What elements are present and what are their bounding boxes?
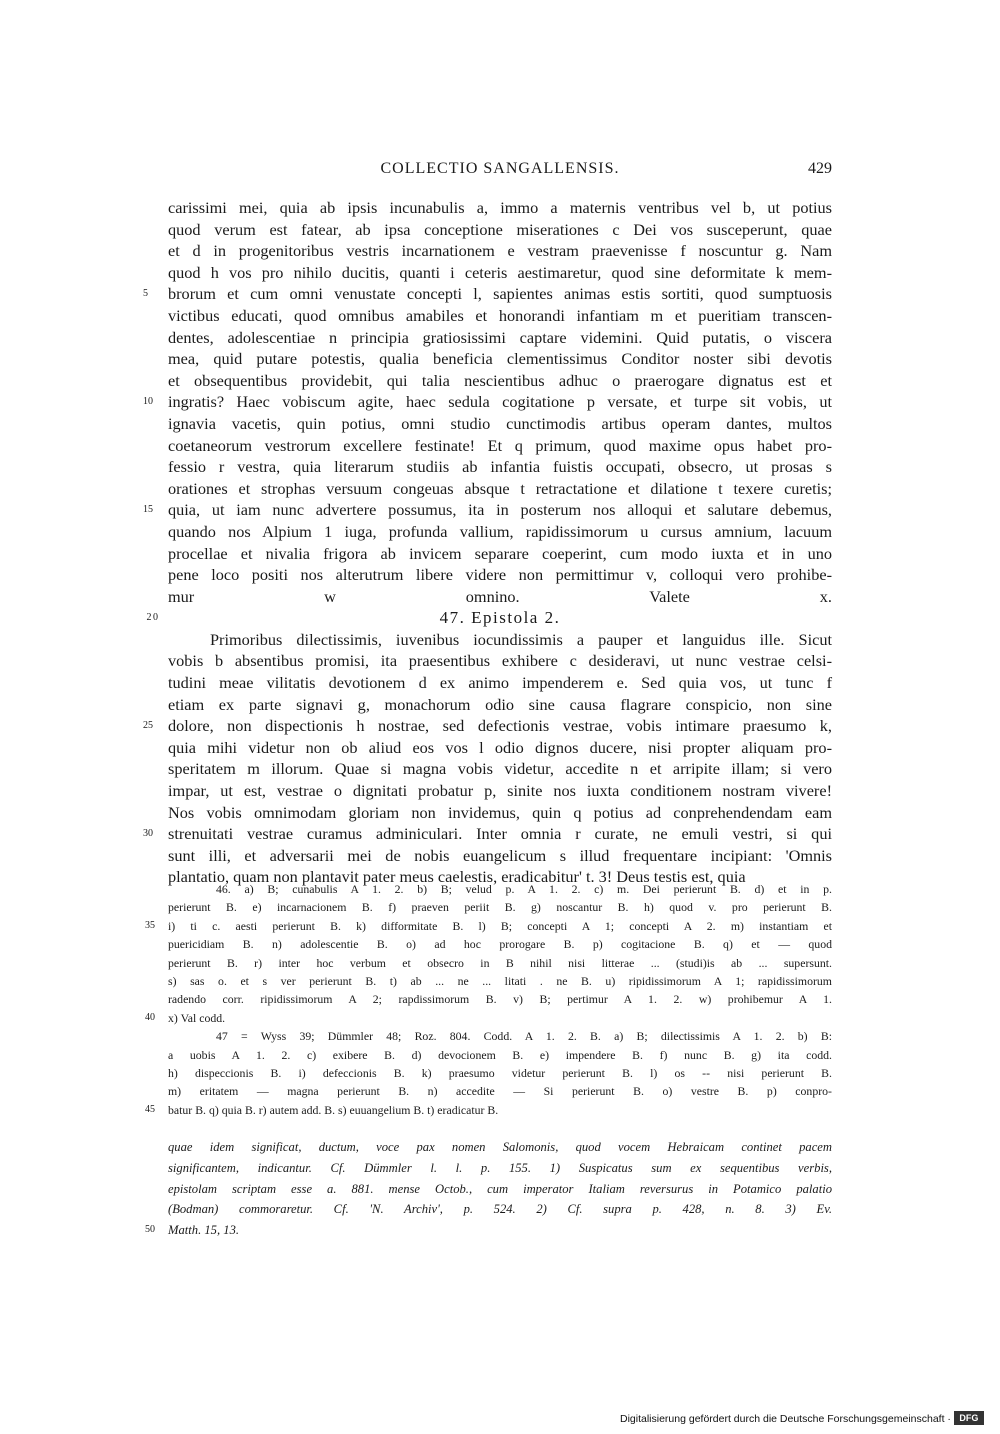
body-line [168,219,832,241]
commentary-line [168,1199,832,1220]
body-line [168,456,832,478]
commentary-line [145,1220,832,1241]
body-line-text: fessio r vestra, quia literarum studiis ab infantia fuistis occupati, obsecro, ut prosas s [168,457,832,477]
note-line [145,1009,832,1027]
running-header [168,160,832,184]
note-line [168,954,832,972]
body-line [168,413,832,435]
body-line [168,262,832,284]
body-line-text: vobis b absentibus promisi, ita praesentibus exhibere c desideravi, ut nunc vestrae celsi- [168,651,832,671]
body-line-text: victibus educati, quod omnibus amabiles et honorandi infantiam m et pueritiam transcen- [168,305,832,325]
critical-apparatus [145,880,832,1119]
note-line-text: i) ti c. aesti perierunt B. k) difformitate B. l) B; concepti A 1; concepti A 2. m) instantiam et [168,918,832,933]
commentary-line-text: quae idem significat, ductum, voce pax nomen Salomonis, quod vocem Hebraicam continet pacem [168,1140,832,1154]
body-line-text: brorum et cum omni venustate concepti l, sapientes animas estis sortiti, quod sumptuosis [168,284,832,304]
body-line [168,564,832,586]
line-number: 50 [145,1224,155,1236]
body-line-text: dentes, adolescentiae n principia gratiosissimi captare videmini. Quid putatis, o viscera [168,327,832,347]
body-line-text: quia mihi videtur non ob aliud eos vos l odio dignos ducere, nisi propter aliquam pro- [168,737,832,757]
body-line-text: procellae et nivalia frigora ab invicem separare coeperint, cum modo iuxta et in uno [168,543,832,563]
note-line [145,1101,832,1119]
note-line [168,935,832,953]
note-line [145,917,832,935]
body-line-text: mur w omnino. Valete x. [168,586,832,606]
dfg-logo: DFG [954,1411,984,1425]
body-line [168,197,832,219]
note-line-text: perierunt B. e) incarnacionem B. f) praeven periit B. g) noscantur B. h) quod v. pro perierunt B. [168,900,832,915]
body-line [168,672,832,694]
body-line [143,499,832,521]
body-line-text: quia, ut iam nunc advertere possumus, ita in posterum nos alloqui et salutare debemus, [168,500,832,520]
note-line [168,990,832,1008]
note-line-text: perierunt B. r) inter hoc verbum et obsecro in B nihil nisi litterae ... (studi)is ab ... supersunt. [168,955,832,970]
body-line-text: strenuitati vestrae curamus adminiculari. Inter omnia r curate, ne emuli vestri, si qui [168,824,832,844]
body-line [168,370,832,392]
note-line [168,898,832,916]
body-line-text: et obsequentibus providebit, qui talia nescientibus adhuc o praerogare dignatus est et [168,370,832,390]
note-line-text: h) dispeccionis B. i) defeccionis B. k) praesumo videtur perierunt B. l) os -- nisi perierunt B. [168,1065,832,1080]
body-line-text: ingratis? Haec vobiscum agite, haec sedula cogitatione p versate, et turpe sit vobis, ut [168,392,832,412]
body-line-text: Primoribus dilectissimis, iuvenibus iocundissimis a pauper et languidus ille. Sicut [210,629,832,649]
note-line [168,880,832,898]
note-line [168,972,832,990]
body-line [168,737,832,759]
body-line [143,715,832,737]
note-line-text: x) Val codd. [168,1010,226,1025]
note-line-text: a uobis A 1. 2. c) exibere B. d) devocionem B. e) impendere B. f) nunc B. g) ita codd. [168,1047,832,1062]
note-line [168,1064,832,1082]
main-text [143,197,832,888]
note-line-text: puericidiam B. n) adolescentie B. o) ad hoc prorogare B. p) cogitacione B. q) et — quod [168,937,832,952]
commentary-footnotes [145,1137,832,1241]
body-line [168,240,832,262]
line-number: 10 [143,396,153,408]
note-line-text: s) sas o. et s ver perierunt B. t) ab ... ne ... litati . ne B. u) ripidissimorum A 1; rapidissimorum [168,973,832,988]
body-line-text: coetaneorum vestrorum excellere festinate! Et q primum, quod maxime opus habet pro- [168,435,832,455]
note-line-text: m) eritatem — magna perierunt B. n) accedite — Si perierunt B. o) vestre B. p) conpro- [168,1084,832,1099]
page-number: 429 [808,160,832,177]
body-line-text: mea, quid putare potestis, qualia beneficia clementissimus Conditor noster sibi devotis [168,349,832,369]
note-line-text: 47 = Wyss 39; Dümmler 48; Roz. 804. Codd. A 1. 2. B. a) B; dilectissimis A 1. 2. b) B: [216,1029,832,1044]
note-line-text: 46. a) B; cunabulis A 1. 2. b) B; velud p. A 1. 2. c) m. Dei perierunt B. d) et in p. [216,882,832,896]
body-line [168,629,832,651]
body-line-text: quod verum est fatear, ab ipsa conceptione miserationes c Dei vos susceperunt, quae [168,219,832,239]
commentary-line-text: Matth. 15, 13. [168,1223,240,1238]
body-line [168,435,832,457]
body-line-text: Nos vobis omnimodam gloriam non invidemus, quin q potius ad conprehendendam eam [168,802,832,822]
note-line-text: radendo corr. ripidissimorum A 2; rapdissimorum B. v) B; pertimur A 1. 2. w) prohibemur A 1. [168,992,832,1007]
body-line [168,802,832,824]
body-line-text: tudini meae vilitatis devotionem d ex animo impenderem e. Sed quia vos, ut tunc f [168,673,832,693]
body-line [168,586,832,608]
line-number: 20 [146,612,160,624]
body-line [168,327,832,349]
note-line-text: batur B. q) quia B. r) autem add. B. s) euuangelium B. t) eradicatur B. [168,1102,499,1117]
body-line-text: etiam ex parte signavi g, monachorum odio sine causa flagrare conspicio, non sine [168,694,832,714]
body-line-text: carissimi mei, quia ab ipsis incunabulis a, immo a maternis ventribus vel b, ut potius [168,198,832,217]
body-line-text: dolore, non dispectionis h nostrae, sed defectionis vestrae, vobis intimare praesumo k, [168,716,832,736]
body-line [168,521,832,543]
body-line-text: sunt illi, et adversarii mei de nobis euangelicum s illud frequentare incipiant: 'Omnis [168,845,832,865]
line-number: 35 [145,919,155,931]
body-line [168,478,832,500]
section-heading [146,607,832,629]
body-line-text: 47. Epistola 2. [439,608,561,628]
body-line [143,283,832,305]
body-line-text: quando nos Alpium 1 iuga, profunda vallium, rapidissimorum u cursus amnium, lacuum [168,521,832,541]
body-line-text: impar, ut est, vestrae o dignitati probatur p, sinite nos iuxta conditionem nostram vivere! [168,781,832,801]
funding-note: Digitalisierung gefördert durch die Deutsche Forschungsgemeinschaft · [620,1413,951,1425]
body-line-text: ignavia vacetis, quin potius, omni studio cunctimodis artibus operam dantes, multos [168,413,832,433]
body-line [168,694,832,716]
body-line [168,758,832,780]
commentary-line-text: epistolam scriptam esse a. 881. mense Octob., cum imperator Italiam reversurus in Potamico palatio [168,1181,832,1196]
line-number: 40 [145,1011,155,1023]
commentary-line-text: (Bodman) commoraretur. Cf. 'N. Archiv', p. 524. 2) Cf. supra p. 428, n. 8. 3) Ev. [168,1202,832,1217]
body-line [168,348,832,370]
line-number: 25 [143,720,153,732]
body-line [168,305,832,327]
body-line [168,845,832,867]
body-line [168,780,832,802]
commentary-line-text: significantem, indicantur. Cf. Dümmler l. l. p. 155. 1) Suspicatus sum ex sequentibus verbis, [168,1160,832,1175]
body-line-text: quod h vos pro nihilo ducitis, quanti i ceteris aestimaretur, quod sine deformitate k mem- [168,262,832,282]
commentary-line [168,1179,832,1200]
body-line [168,543,832,565]
line-number: 30 [143,828,153,840]
body-line-text: speritatem m illorum. Quae si magna vobis videtur, accedite n et arripite illam; si vero [168,759,832,779]
body-line-text: et d in progenitoribus vestris incarnationem e vestram praevenisse f noscuntur g. Nam [168,241,832,261]
commentary-line [168,1158,832,1179]
line-number: 5 [143,288,148,300]
body-line [143,391,832,413]
note-line [168,1046,832,1064]
body-line-text: orationes et strophas versuum congeuas absque t retractatione et dilatione t texere curetis; [168,478,832,498]
body-line-text: pene loco positi nos alterutrum libere videre non permittimur v, colloqui vero prohibe- [168,565,832,585]
body-line-text: plantatio, quam non plantavit pater meus caelestis, eradicabitur' t. 3! Deus testis est, quia [168,867,746,887]
funding-footer [620,1411,984,1427]
commentary-line [168,1137,832,1158]
note-line [168,1082,832,1100]
body-line [143,823,832,845]
line-number: 45 [145,1103,155,1115]
body-line [168,650,832,672]
running-title: COLLECTIO SANGALLENSIS. [380,160,620,177]
note-line [168,1027,832,1045]
line-number: 15 [143,504,153,516]
